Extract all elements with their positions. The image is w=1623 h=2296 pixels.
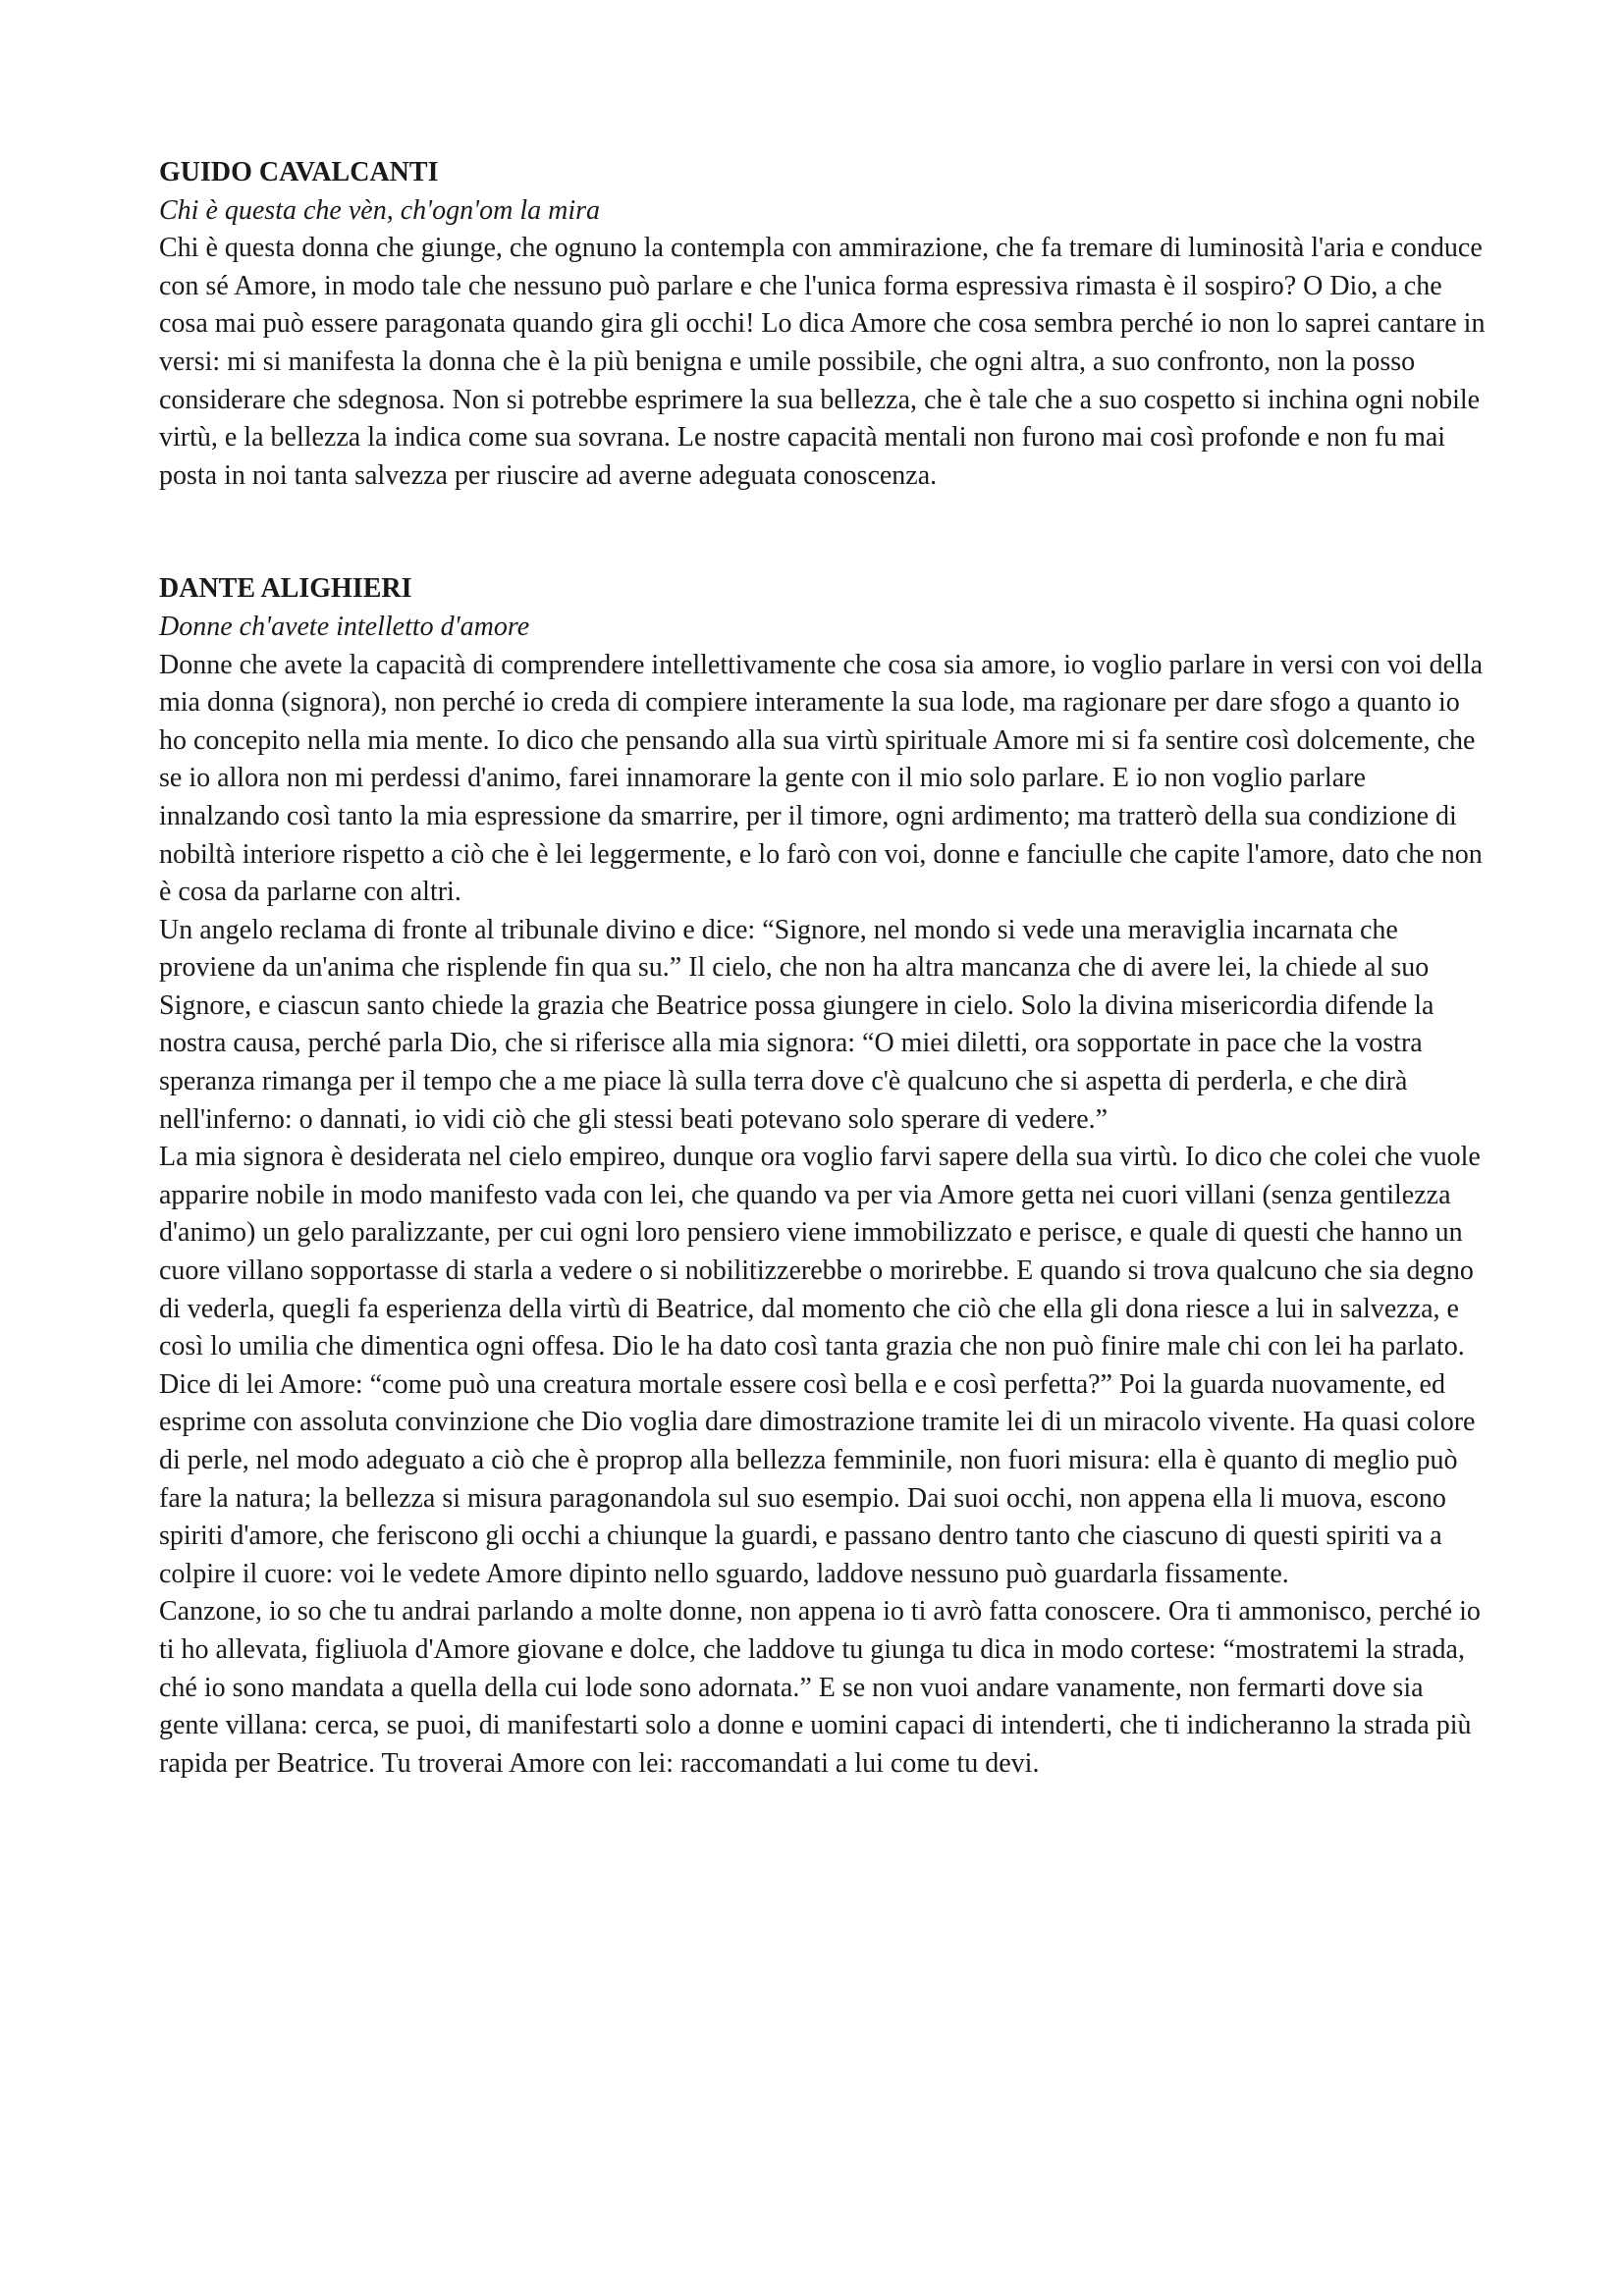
paragraph: Un angelo reclama di fronte al tribunale divino e dice: “Signore, nel mondo si vede una meraviglia incarnata che proviene da un'anima che risplende fin qua su.” Il cielo, che non ha altra mancanza che di avere lei, la chiede al suo Signore, e ciascun santo chiede la grazia che Beatrice possa giungere in cielo. Solo la divina misericordia difende la nostra causa, perché parla Dio, che si riferisce alla mia signora: “O miei diletti, ora sopportate in pace che la vostra speranza rimanga per il tempo che a me piace là sulla terra dove c'è qualcuno che si aspetta di perderla, e che dirà nell'inferno: o dannati, io vidi ciò che gli stessi beati potevano solo sperare di vedere.”: [159, 914, 1434, 1135]
section-dante: [159, 570, 1487, 1783]
paragraph: Canzone, io so che tu andrai parlando a molte donne, non appena io ti avrò fatta conoscere. Ora ti ammonisco, perché io ti ho allevata, figliuola d'Amore giovane e dolce, che laddove tu giunga tu dica in modo cortese: “mostratemi la strada, ché io sono mandata a quella della cui lode sono adornata.” E se non vuoi andare vanamente, non fermarti dove sia gente villana: cerca, se puoi, di manifestarti solo a donne e uomini capaci di intenderti, che ti indicheranno la strada più rapida per Beatrice. Tu troverai Amore con lei: raccomandati a lui come tu devi.: [159, 1596, 1481, 1779]
paragraph: Chi è questa donna che giunge, che ognuno la contempla con ammirazione, che fa tremare di luminosità l'aria e conduce con sé Amore, in modo tale che nessuno può parlare e che l'unica forma espressiva rimasta è il sospiro? O Dio, a che cosa mai può essere paragonata quando gira gli occhi! Lo dica Amore che cosa sembra perché io non lo saprei cantare in versi: mi si manifesta la donna che è la più benigna e umile possibile, che ogni altra, a suo confronto, non la posso considerare che sdegnosa. Non si potrebbe esprimere la sua bellezza, che è tale che a suo cospetto si inchina ogni nobile virtù, e la bellezza la indica come sua sovrana. Le nostre capacità mentali non furono mai così profonde e non fu mai posta in noi tanta salvezza per riuscire ad averne adeguata conoscenza.: [159, 233, 1486, 491]
paragraph: Donne che avete la capacità di comprendere intellettivamente che cosa sia amore, io voglio parlare in versi con voi della mia donna (signora), non perché io creda di compiere interamente la sua lode, ma ragionare per dare sfogo a quanto io ho concepito nella mia mente. Io dico che pensando alla sua virtù spirituale Amore mi si fa sentire così dolcemente, che se io allora non mi perdessi d'animo, farei innamorare la gente con il mio solo parlare. E io non voglio parlare innalzando così tanto la mia espressione da smarrire, per il timore, ogni ardimento; ma tratterò della sua condizione di nobiltà interiore rispetto a ciò che è lei leggermente, e lo farò con voi, donne e fanciulle che capite l'amore, dato che non è cosa da parlarne con altri.: [159, 649, 1484, 908]
section-title: GUIDO CAVALCANTI: [159, 157, 439, 187]
paragraph: La mia signora è desiderata nel cielo empireo, dunque ora voglio farvi sapere della sua virtù. Io dico che colei che vuole apparire nobile in modo manifesto vada con lei, che quando va per via Amore getta nei cuori villani (senza gentilezza d'animo) un gelo paralizzante, per cui ogni loro pensiero viene immobilizzato e perisce, e quale di questi che hanno un cuore villano sopportasse di starla a vedere o si nobilitizzerebbe o morirebbe. E quando si trova qualcuno che sia degno di vederla, quegli fa esperienza della virtù di Beatrice, dal momento che ciò che ella gli dona riesce a lui in salvezza, e così lo umilia che dimentica ogni offesa. Dio le ha dato così tanta grazia che non può finire male chi con lei ha parlato.: [159, 1142, 1481, 1362]
poem-title: Chi è questa che vèn, ch'ogn'om la mira: [159, 194, 600, 226]
document-page: [159, 154, 1487, 1783]
section-cavalcanti: [159, 154, 1487, 495]
poem-title: Donne ch'avete intelletto d'amore: [159, 611, 530, 642]
section-title: DANTE ALIGHIERI: [159, 573, 412, 605]
paragraph: Dice di lei Amore: “come può una creatura mortale essere così bella e e così perfetta?” Poi la guarda nuovamente, ed esprime con assoluta convinzione che Dio voglia dare dimostrazione tramite lei di un miracolo vivente. Ha quasi colore di perle, nel modo adeguato a ciò che è proprop alla bellezza femminile, non fuori misura: ella è quanto di meglio può fare la natura; la bellezza si misura paragonandola sul suo esempio. Dai suoi occhi, non appena ella li muova, escono spiriti d'amore, che feriscono gli occhi a chiunque la guardi, e passano dentro tanto che ciascuno di questi spiriti va a colpire il cuore: voi le vedete Amore dipinto nello sguardo, laddove nessuno può guardarla fissamente.: [159, 1368, 1476, 1589]
